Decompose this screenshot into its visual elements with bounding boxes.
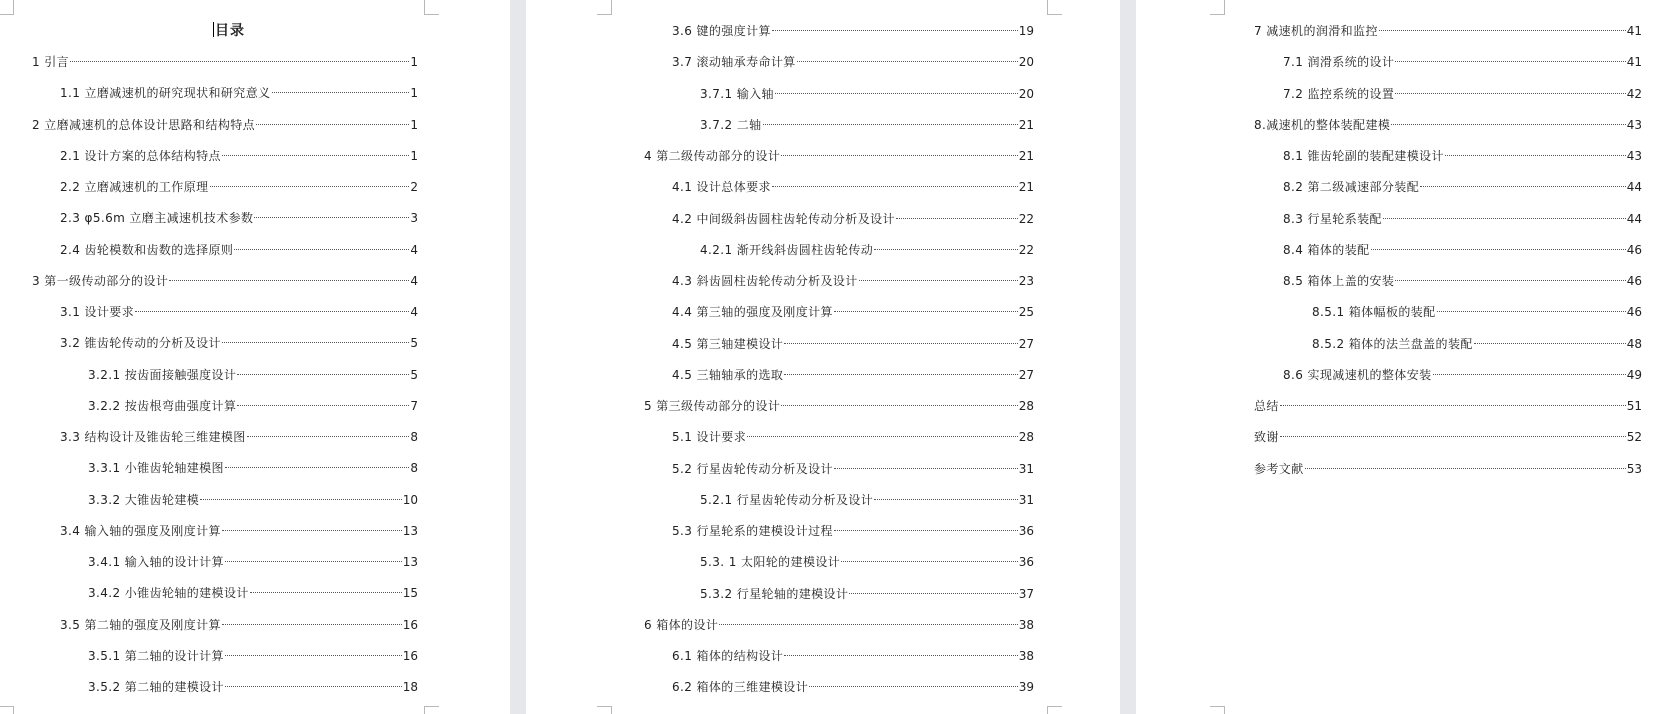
dot-leader bbox=[775, 93, 1018, 94]
toc-entry[interactable] bbox=[672, 303, 1034, 321]
toc-entry-page-number: 36 bbox=[1018, 555, 1034, 570]
dot-leader bbox=[237, 405, 409, 406]
dot-leader bbox=[849, 593, 1017, 594]
dot-leader bbox=[1395, 93, 1625, 94]
toc-entry-title: 6 箱体的设计 bbox=[644, 617, 719, 632]
toc-entry[interactable] bbox=[1254, 460, 1642, 478]
toc-entry-title: 4.5 第三轴建模设计 bbox=[672, 336, 784, 351]
toc-entry-page-number: 43 bbox=[1626, 149, 1642, 163]
toc-entry-title: 4.2 中间级斜齿圆柱齿轮传动分析及设计 bbox=[672, 211, 895, 226]
page-corner-mark bbox=[597, 0, 612, 15]
dot-leader bbox=[719, 624, 1017, 625]
toc-entry[interactable] bbox=[672, 678, 1034, 696]
dot-leader bbox=[1280, 405, 1626, 406]
dot-leader bbox=[1474, 343, 1626, 344]
toc-entry-title: 5.3 行星轮系的建模设计过程 bbox=[672, 524, 833, 538]
toc-entry-title: 2 立磨减速机的总体设计思路和结构特点 bbox=[32, 117, 256, 132]
page-corner-mark bbox=[1047, 0, 1062, 15]
toc-entry[interactable] bbox=[700, 585, 1034, 603]
dot-leader bbox=[247, 436, 410, 437]
toc-entry-title: 3.2.2 按齿根弯曲强度计算 bbox=[88, 398, 237, 413]
toc-entry-page-number: 46 bbox=[1626, 242, 1642, 257]
dot-leader bbox=[784, 374, 1017, 375]
toc-entry-title: 6.2 箱体的三维建模设计 bbox=[672, 680, 809, 695]
toc-entry-title: 3.5 第二轴的强度及刚度计算 bbox=[60, 617, 221, 632]
toc-entry-title: 2.1 设计方案的总体结构特点 bbox=[60, 148, 221, 163]
text-cursor bbox=[213, 22, 214, 37]
toc-entry-title: 3.3.2 大锥齿轮建模 bbox=[88, 492, 200, 507]
toc-entry-page-number: 28 bbox=[1018, 399, 1034, 413]
toc-entry-page-number: 13 bbox=[402, 555, 418, 569]
toc-entry[interactable] bbox=[1283, 210, 1642, 228]
document-page-3[interactable] bbox=[1136, 0, 1678, 714]
toc-entry-title: 8.2 第二级减速部分装配 bbox=[1283, 180, 1420, 195]
toc-entry[interactable] bbox=[644, 616, 1034, 634]
toc-entry[interactable] bbox=[672, 335, 1034, 353]
toc-entry[interactable] bbox=[672, 53, 1034, 71]
toc-entry-title: 8.5 箱体上盖的安装 bbox=[1283, 274, 1395, 288]
toc-entry-title: 8.5.1 箱体幅板的装配 bbox=[1312, 305, 1436, 320]
toc-entry-title: 5.1 设计要求 bbox=[672, 430, 747, 445]
toc-entry-page-number: 28 bbox=[1018, 430, 1034, 445]
toc-entry-title: 4 第二级传动部分的设计 bbox=[644, 149, 781, 163]
toc-entry-page-number: 8 bbox=[410, 430, 418, 444]
dot-leader bbox=[809, 686, 1018, 687]
toc-entry-page-number: 44 bbox=[1626, 211, 1642, 226]
toc-entry[interactable] bbox=[88, 553, 418, 571]
toc-entry-page-number: 1 bbox=[410, 117, 418, 132]
page-corner-mark bbox=[1047, 706, 1062, 714]
page-gutter bbox=[1120, 0, 1136, 714]
dot-leader bbox=[781, 405, 1017, 406]
toc-entry-page-number: 1 bbox=[410, 148, 418, 163]
toc-entry-page-number: 13 bbox=[402, 523, 418, 538]
dot-leader bbox=[222, 624, 402, 625]
toc-entry-title: 8.1 锥齿轮副的装配建模设计 bbox=[1283, 149, 1444, 163]
toc-entry[interactable] bbox=[672, 210, 1034, 228]
toc-entry[interactable] bbox=[1283, 366, 1642, 384]
toc-entry-title: 7 减速机的润滑和监控 bbox=[1254, 24, 1378, 38]
toc-entry-title: 3.7.1 输入轴 bbox=[700, 86, 774, 101]
dot-leader bbox=[222, 155, 409, 156]
dot-leader bbox=[772, 30, 1018, 31]
toc-entry-page-number: 43 bbox=[1626, 117, 1642, 132]
toc-entry-page-number: 49 bbox=[1626, 367, 1642, 382]
toc-entry-title: 2.3 φ5.6m 立磨主减速机技术参数 bbox=[60, 211, 254, 226]
page-corner-mark bbox=[1210, 0, 1225, 15]
toc-entry-title: 4.5 三轴轴承的选取 bbox=[672, 367, 784, 382]
toc-entry[interactable] bbox=[672, 22, 1034, 40]
toc-entry[interactable] bbox=[1312, 335, 1642, 353]
toc-entry-title: 3.2.1 按齿面接触强度设计 bbox=[88, 367, 237, 382]
toc-entry[interactable] bbox=[32, 272, 418, 290]
toc-entry[interactable] bbox=[1312, 303, 1642, 321]
dot-leader bbox=[225, 561, 402, 562]
dot-leader bbox=[1445, 155, 1626, 156]
dot-leader bbox=[874, 249, 1018, 250]
dot-leader bbox=[1379, 30, 1626, 31]
toc-entry[interactable] bbox=[672, 428, 1034, 446]
toc-entry[interactable] bbox=[700, 85, 1034, 103]
toc-entry[interactable] bbox=[700, 553, 1034, 571]
toc-entry-title: 5.2 行星齿轮传动分析及设计 bbox=[672, 461, 833, 476]
toc-entry-title: 3 第一级传动部分的设计 bbox=[32, 273, 169, 288]
toc-entry[interactable] bbox=[60, 178, 418, 196]
toc-entry-page-number: 8 bbox=[410, 461, 418, 476]
toc-entry-page-number: 37 bbox=[1018, 586, 1034, 601]
dot-leader bbox=[1437, 311, 1626, 312]
toc-entry-page-number: 38 bbox=[1018, 649, 1034, 663]
dot-leader bbox=[772, 186, 1018, 187]
toc-entry[interactable] bbox=[60, 616, 418, 634]
toc-entry-title: 总结 bbox=[1254, 399, 1279, 413]
toc-entry[interactable] bbox=[1283, 147, 1642, 165]
toc-entry-title: 4.3 斜齿圆柱齿轮传动分析及设计 bbox=[672, 274, 858, 288]
toc-entry-title: 3.4 输入轴的强度及刚度计算 bbox=[60, 523, 221, 538]
toc-entry-page-number: 46 bbox=[1626, 274, 1642, 288]
toc-entry[interactable] bbox=[1283, 241, 1642, 259]
toc-entry[interactable] bbox=[1283, 272, 1642, 290]
toc-entry-title: 3.3.1 小锥齿轮轴建模图 bbox=[88, 461, 224, 476]
toc-entry-page-number: 21 bbox=[1018, 180, 1034, 195]
dot-leader bbox=[1433, 374, 1626, 375]
toc-entry-page-number: 20 bbox=[1018, 55, 1034, 70]
toc-entry[interactable] bbox=[672, 460, 1034, 478]
toc-entry-page-number: 20 bbox=[1018, 86, 1034, 101]
toc-entry-title: 2.4 齿轮模数和齿数的选择原则 bbox=[60, 242, 234, 257]
toc-entry-page-number: 53 bbox=[1626, 461, 1642, 476]
toc-entry-title: 3.7.2 二轴 bbox=[700, 117, 762, 132]
toc-entry-title: 2.2 立磨减速机的工作原理 bbox=[60, 180, 209, 194]
toc-entry-title: 5 第三级传动部分的设计 bbox=[644, 399, 781, 413]
toc-entry[interactable] bbox=[88, 491, 418, 509]
page-corner-mark bbox=[424, 0, 439, 15]
dot-leader bbox=[781, 155, 1017, 156]
toc-entry-page-number: 16 bbox=[402, 648, 418, 663]
toc-entry-page-number: 39 bbox=[1018, 680, 1034, 695]
toc-entry[interactable] bbox=[32, 116, 418, 134]
dot-leader bbox=[222, 530, 402, 531]
toc-entry-title: 6.1 箱体的结构设计 bbox=[672, 649, 784, 663]
toc-entry[interactable] bbox=[672, 272, 1034, 290]
toc-entry[interactable] bbox=[1283, 53, 1642, 71]
toc-entry-page-number: 22 bbox=[1018, 211, 1034, 226]
toc-entry-title: 3.4.2 小锥齿轮轴的建模设计 bbox=[88, 586, 249, 601]
toc-entry-title: 1.1 立磨减速机的研究现状和研究意义 bbox=[60, 86, 271, 101]
toc-entry-page-number: 7 bbox=[410, 398, 418, 413]
toc-entry-page-number: 2 bbox=[410, 180, 418, 194]
toc-entry[interactable] bbox=[672, 178, 1034, 196]
toc-entry-page-number: 16 bbox=[402, 617, 418, 632]
toc-entry[interactable] bbox=[88, 459, 418, 477]
dot-leader bbox=[234, 249, 409, 250]
toc-entry-title: 参考文献 bbox=[1254, 461, 1304, 476]
dot-leader bbox=[135, 311, 409, 312]
toc-entry-page-number: 10 bbox=[402, 492, 418, 507]
toc-entry[interactable] bbox=[60, 241, 418, 259]
toc-entry-title: 8.3 行星轮系装配 bbox=[1283, 211, 1382, 226]
dot-leader bbox=[747, 436, 1018, 437]
toc-entry[interactable] bbox=[88, 678, 418, 696]
toc-entry-page-number: 52 bbox=[1626, 430, 1642, 445]
dot-leader bbox=[225, 655, 402, 656]
toc-entry-page-number: 31 bbox=[1018, 492, 1034, 507]
dot-leader bbox=[896, 218, 1018, 219]
page-corner-mark bbox=[1210, 706, 1225, 714]
toc-entry-page-number: 21 bbox=[1018, 117, 1034, 132]
toc-entry[interactable] bbox=[1283, 178, 1642, 196]
toc-entry[interactable] bbox=[700, 491, 1034, 509]
page-corner-mark bbox=[0, 706, 14, 714]
toc-entry-page-number: 22 bbox=[1018, 242, 1034, 257]
page-gutter bbox=[510, 0, 526, 714]
toc-entry[interactable] bbox=[60, 428, 418, 446]
toc-entry-page-number: 31 bbox=[1018, 461, 1034, 476]
page-corner-mark bbox=[0, 0, 14, 15]
toc-entry[interactable] bbox=[88, 366, 418, 384]
dot-leader bbox=[859, 280, 1018, 281]
dot-leader bbox=[797, 61, 1018, 62]
toc-entry-title: 8.4 箱体的装配 bbox=[1283, 242, 1370, 257]
toc-entry-title: 3.7 滚动轴承寿命计算 bbox=[672, 55, 796, 70]
toc-entry-page-number: 51 bbox=[1626, 399, 1642, 413]
toc-heading-text: 目录 bbox=[215, 23, 245, 39]
dot-leader bbox=[250, 592, 402, 593]
dot-leader bbox=[225, 467, 409, 468]
toc-entry[interactable] bbox=[644, 147, 1034, 165]
toc-entry-title: 4.1 设计总体要求 bbox=[672, 180, 771, 195]
toc-entry-title: 5.2.1 行星齿轮传动分析及设计 bbox=[700, 492, 874, 507]
toc-entry-page-number: 27 bbox=[1018, 367, 1034, 382]
toc-entry[interactable] bbox=[700, 116, 1034, 134]
dot-leader bbox=[763, 124, 1018, 125]
toc-entry[interactable] bbox=[60, 522, 418, 540]
document-page-1[interactable] bbox=[0, 0, 510, 714]
dot-leader bbox=[70, 61, 409, 62]
dot-leader bbox=[169, 280, 409, 281]
dot-leader bbox=[254, 217, 409, 218]
toc-entry[interactable] bbox=[60, 334, 418, 352]
toc-entry-page-number: 27 bbox=[1018, 336, 1034, 351]
toc-entry[interactable] bbox=[672, 366, 1034, 384]
toc-entry-title: 3.5.2 第二轴的建模设计 bbox=[88, 680, 224, 694]
toc-entry[interactable] bbox=[700, 241, 1034, 259]
toc-entry-title: 4.2.1 渐开线斜齿圆柱齿轮传动 bbox=[700, 242, 874, 257]
toc-entry-title: 1 引言 bbox=[32, 55, 70, 69]
dot-leader bbox=[1371, 249, 1626, 250]
toc-entry[interactable] bbox=[672, 522, 1034, 540]
dot-leader bbox=[237, 374, 409, 375]
toc-entry[interactable] bbox=[60, 209, 418, 227]
toc-entry-page-number: 4 bbox=[410, 242, 418, 257]
dot-leader bbox=[1305, 468, 1626, 469]
toc-entry-title: 7.1 润滑系统的设计 bbox=[1283, 55, 1395, 70]
dot-leader bbox=[834, 530, 1018, 531]
toc-entry-title: 5.3. 1 太阳轮的建模设计 bbox=[700, 555, 841, 570]
toc-entry[interactable] bbox=[672, 647, 1034, 665]
toc-entry-title: 4.4 第三轴的强度及刚度计算 bbox=[672, 305, 833, 320]
dot-leader bbox=[834, 468, 1018, 469]
toc-entry-page-number: 15 bbox=[402, 586, 418, 601]
toc-entry-page-number: 21 bbox=[1018, 149, 1034, 163]
toc-entry[interactable] bbox=[88, 397, 418, 415]
toc-entry-page-number: 42 bbox=[1626, 86, 1642, 101]
toc-entry-page-number: 19 bbox=[1018, 24, 1034, 38]
toc-entry-page-number: 3 bbox=[410, 211, 418, 226]
toc-entry-page-number: 25 bbox=[1018, 305, 1034, 320]
toc-entry-page-number: 38 bbox=[1018, 617, 1034, 632]
dot-leader bbox=[1391, 124, 1625, 125]
dot-leader bbox=[225, 686, 402, 687]
toc-entry-title: 致谢 bbox=[1254, 430, 1279, 445]
toc-entry-page-number: 4 bbox=[410, 305, 418, 319]
toc-entry[interactable] bbox=[32, 53, 418, 71]
toc-entry-title: 8.减速机的整体装配建模 bbox=[1254, 117, 1391, 132]
toc-entry-page-number: 1 bbox=[410, 86, 418, 101]
toc-entry-title: 8.5.2 箱体的法兰盘盖的装配 bbox=[1312, 336, 1473, 351]
toc-entry[interactable] bbox=[1254, 116, 1642, 134]
dot-leader bbox=[1395, 61, 1625, 62]
toc-entry[interactable] bbox=[644, 397, 1034, 415]
dot-leader bbox=[200, 499, 402, 500]
toc-entry-page-number: 5 bbox=[410, 367, 418, 382]
toc-entry-title: 3.6 键的强度计算 bbox=[672, 24, 771, 38]
toc-heading bbox=[213, 20, 245, 40]
toc-entry-title: 3.3 结构设计及锥齿轮三维建模图 bbox=[60, 430, 246, 444]
toc-entry[interactable] bbox=[60, 303, 418, 321]
toc-entry[interactable] bbox=[60, 147, 418, 165]
toc-entry-title: 7.2 监控系统的设置 bbox=[1283, 86, 1395, 101]
toc-entry-page-number: 48 bbox=[1626, 336, 1642, 351]
dot-leader bbox=[272, 92, 410, 93]
toc-entry-page-number: 44 bbox=[1626, 180, 1642, 195]
dot-leader bbox=[874, 499, 1018, 500]
toc-entry-title: 3.4.1 输入轴的设计计算 bbox=[88, 555, 224, 569]
toc-entry-page-number: 36 bbox=[1018, 524, 1034, 538]
toc-entry[interactable] bbox=[88, 647, 418, 665]
page-corner-mark bbox=[424, 706, 439, 714]
toc-entry-page-number: 4 bbox=[410, 273, 418, 288]
toc-entry-title: 5.3.2 行星轮轴的建模设计 bbox=[700, 586, 849, 601]
dot-leader bbox=[1280, 436, 1626, 437]
dot-leader bbox=[1395, 280, 1625, 281]
dot-leader bbox=[834, 311, 1018, 312]
dot-leader bbox=[841, 561, 1018, 562]
document-page-2[interactable] bbox=[526, 0, 1120, 714]
dot-leader bbox=[256, 124, 409, 125]
toc-entry-page-number: 23 bbox=[1018, 274, 1034, 288]
dot-leader bbox=[210, 186, 410, 187]
toc-entry-page-number: 18 bbox=[402, 680, 418, 694]
toc-entry-page-number: 5 bbox=[410, 336, 418, 351]
toc-entry[interactable] bbox=[60, 84, 418, 102]
dot-leader bbox=[784, 655, 1017, 656]
toc-entry-page-number: 1 bbox=[410, 55, 418, 69]
toc-entry[interactable] bbox=[1283, 85, 1642, 103]
toc-entry[interactable] bbox=[1254, 397, 1642, 415]
toc-entry-page-number: 41 bbox=[1626, 24, 1642, 38]
toc-entry[interactable] bbox=[1254, 428, 1642, 446]
toc-entry-title: 3.2 锥齿轮传动的分析及设计 bbox=[60, 336, 221, 351]
toc-entry[interactable] bbox=[88, 584, 418, 602]
toc-entry-title: 8.6 实现减速机的整体安装 bbox=[1283, 367, 1432, 382]
dot-leader bbox=[784, 343, 1017, 344]
page-corner-mark bbox=[597, 706, 612, 714]
toc-entry-page-number: 41 bbox=[1626, 55, 1642, 70]
dot-leader bbox=[1420, 186, 1626, 187]
dot-leader bbox=[1383, 218, 1626, 219]
dot-leader bbox=[222, 342, 409, 343]
toc-entry-title: 3.5.1 第二轴的设计计算 bbox=[88, 648, 224, 663]
toc-entry[interactable] bbox=[1254, 22, 1642, 40]
toc-entry-page-number: 46 bbox=[1626, 305, 1642, 320]
toc-entry-title: 3.1 设计要求 bbox=[60, 305, 135, 319]
